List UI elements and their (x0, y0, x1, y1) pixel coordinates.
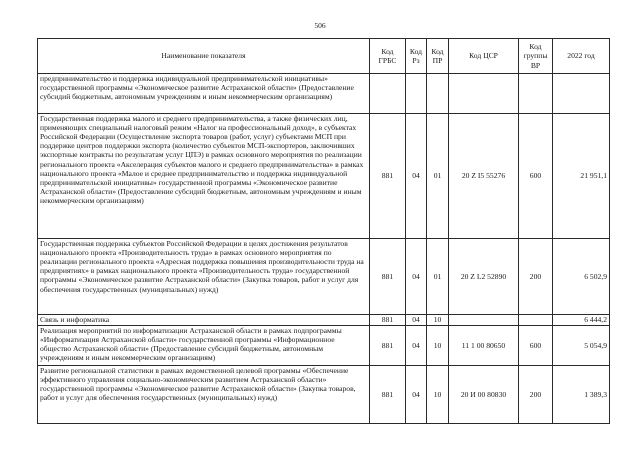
header-rz: Код Рз (406, 39, 427, 74)
row-pr: 01 (427, 239, 449, 315)
row-csr (449, 315, 519, 326)
row-vr (519, 315, 553, 326)
row-csr: 11 1 00 80650 (449, 326, 519, 366)
row-name: Развитие региональной статистики в рамках ведомственной целевой программы «Обеспечение эффективного управления социально-экономическим развитием Астраханской области» государственной программы «Экономическое развитие Астраханской области» (Закупка товаров, работ и услуг для обеспечения государственных (муниципальных) нужд) (38, 366, 370, 424)
row-rz: 04 (406, 315, 427, 326)
row-vr: 200 (519, 366, 553, 424)
row-vr: 600 (519, 114, 553, 239)
row-pr: 10 (427, 366, 449, 424)
row-grbs: 881 (370, 326, 406, 366)
row-rz: 04 (406, 114, 427, 239)
header-pr: Код ПР (427, 39, 449, 74)
row-name: предпринимательство и поддержка индивидуальной предпринимательской инициативы» государственной программы «Экономическое развитие Астраханской области» (Предоставление субсидий бюджетным, автономным учреждениям и иным некоммерческим организациям) (38, 74, 370, 114)
table-row (38, 74, 610, 114)
row-pr: 10 (427, 326, 449, 366)
row-vr: 200 (519, 239, 553, 315)
header-name: Наименование показателя (38, 39, 370, 74)
table-row (38, 326, 610, 366)
row-name: Государственная поддержка малого и среднего предпринимательства, а также физических лиц, применяющих специальный налоговый режим «Налог на профессиональный доход», в субъектах Российской Федерации (Осуществление экспорта товаров (работ, услуг) субъектами МСП при поддержке центров поддержки экспорта (количество субъектов МСП-экспортеров, заключивших экспортные контракты по результатам услуг ЦПЭ) в рамках основного мероприятия по реализации регионального проекта «Акселерация субъектов малого и среднего предпринимательства» в рамках национального проекта «Малое и среднее предпринимательство и поддержка индивидуальной предпринимательской инициативы» государственной программы «Экономическое развитие Астраханской области» (Предоставление субсидий бюджетным, автономным учреждениям и иным некоммерческим организациям) (38, 114, 370, 239)
row-rz (406, 74, 427, 114)
row-grbs: 881 (370, 114, 406, 239)
header-grbs: Код ГРБС (370, 39, 406, 74)
row-name: Связь и информатика (38, 315, 370, 326)
table-row (38, 239, 610, 315)
row-rz: 04 (406, 326, 427, 366)
row-csr: 20 И 00 80830 (449, 366, 519, 424)
row-year: 6 444,2 (553, 315, 610, 326)
table-row (38, 114, 610, 239)
row-year (553, 74, 610, 114)
row-vr (519, 74, 553, 114)
header-year: 2022 год (553, 39, 610, 74)
row-csr: 20 Z I5 55276 (449, 114, 519, 239)
table-row (38, 366, 610, 424)
row-name: Государственная поддержка субъектов Российской Федерации в целях достижения результатов национального проекта «Производительность труда» в рамках основного мероприятия по реализации регионального проекта «Адресная поддержка повышения производительности труда на предприятиях» в рамках национального проекта «Производительность труда» государственной программы «Экономическое развитие Астраханской области» (Закупка товаров, работ и услуг для обеспечения государственных (муниципальных) нужд) (38, 239, 370, 315)
header-vr: Код группы ВР (519, 39, 553, 74)
row-year: 6 502,9 (553, 239, 610, 315)
row-pr: 01 (427, 114, 449, 239)
budget-table (37, 38, 610, 424)
row-year: 5 054,9 (553, 326, 610, 366)
row-pr: 10 (427, 315, 449, 326)
row-vr: 600 (519, 326, 553, 366)
table-header-row (38, 39, 610, 74)
row-year: 21 951,1 (553, 114, 610, 239)
page-number: 506 (314, 21, 326, 30)
row-grbs: 881 (370, 315, 406, 326)
row-pr (427, 74, 449, 114)
row-grbs: 881 (370, 239, 406, 315)
row-rz: 04 (406, 366, 427, 424)
row-grbs (370, 74, 406, 114)
row-grbs: 881 (370, 366, 406, 424)
row-csr (449, 74, 519, 114)
header-csr: Код ЦСР (449, 39, 519, 74)
row-csr: 20 Z L2 52890 (449, 239, 519, 315)
table-row (38, 315, 610, 326)
row-year: 1 389,3 (553, 366, 610, 424)
row-name: Реализация мероприятий по информатизации Астраханской области в рамках подпрограммы «Информатизация Астраханской области» государственной программы «Информационное общество Астраханской области» (Предоставление субсидий бюджетным, автономным учреждениям и иным некоммерческим организациям) (38, 326, 370, 366)
row-rz: 04 (406, 239, 427, 315)
